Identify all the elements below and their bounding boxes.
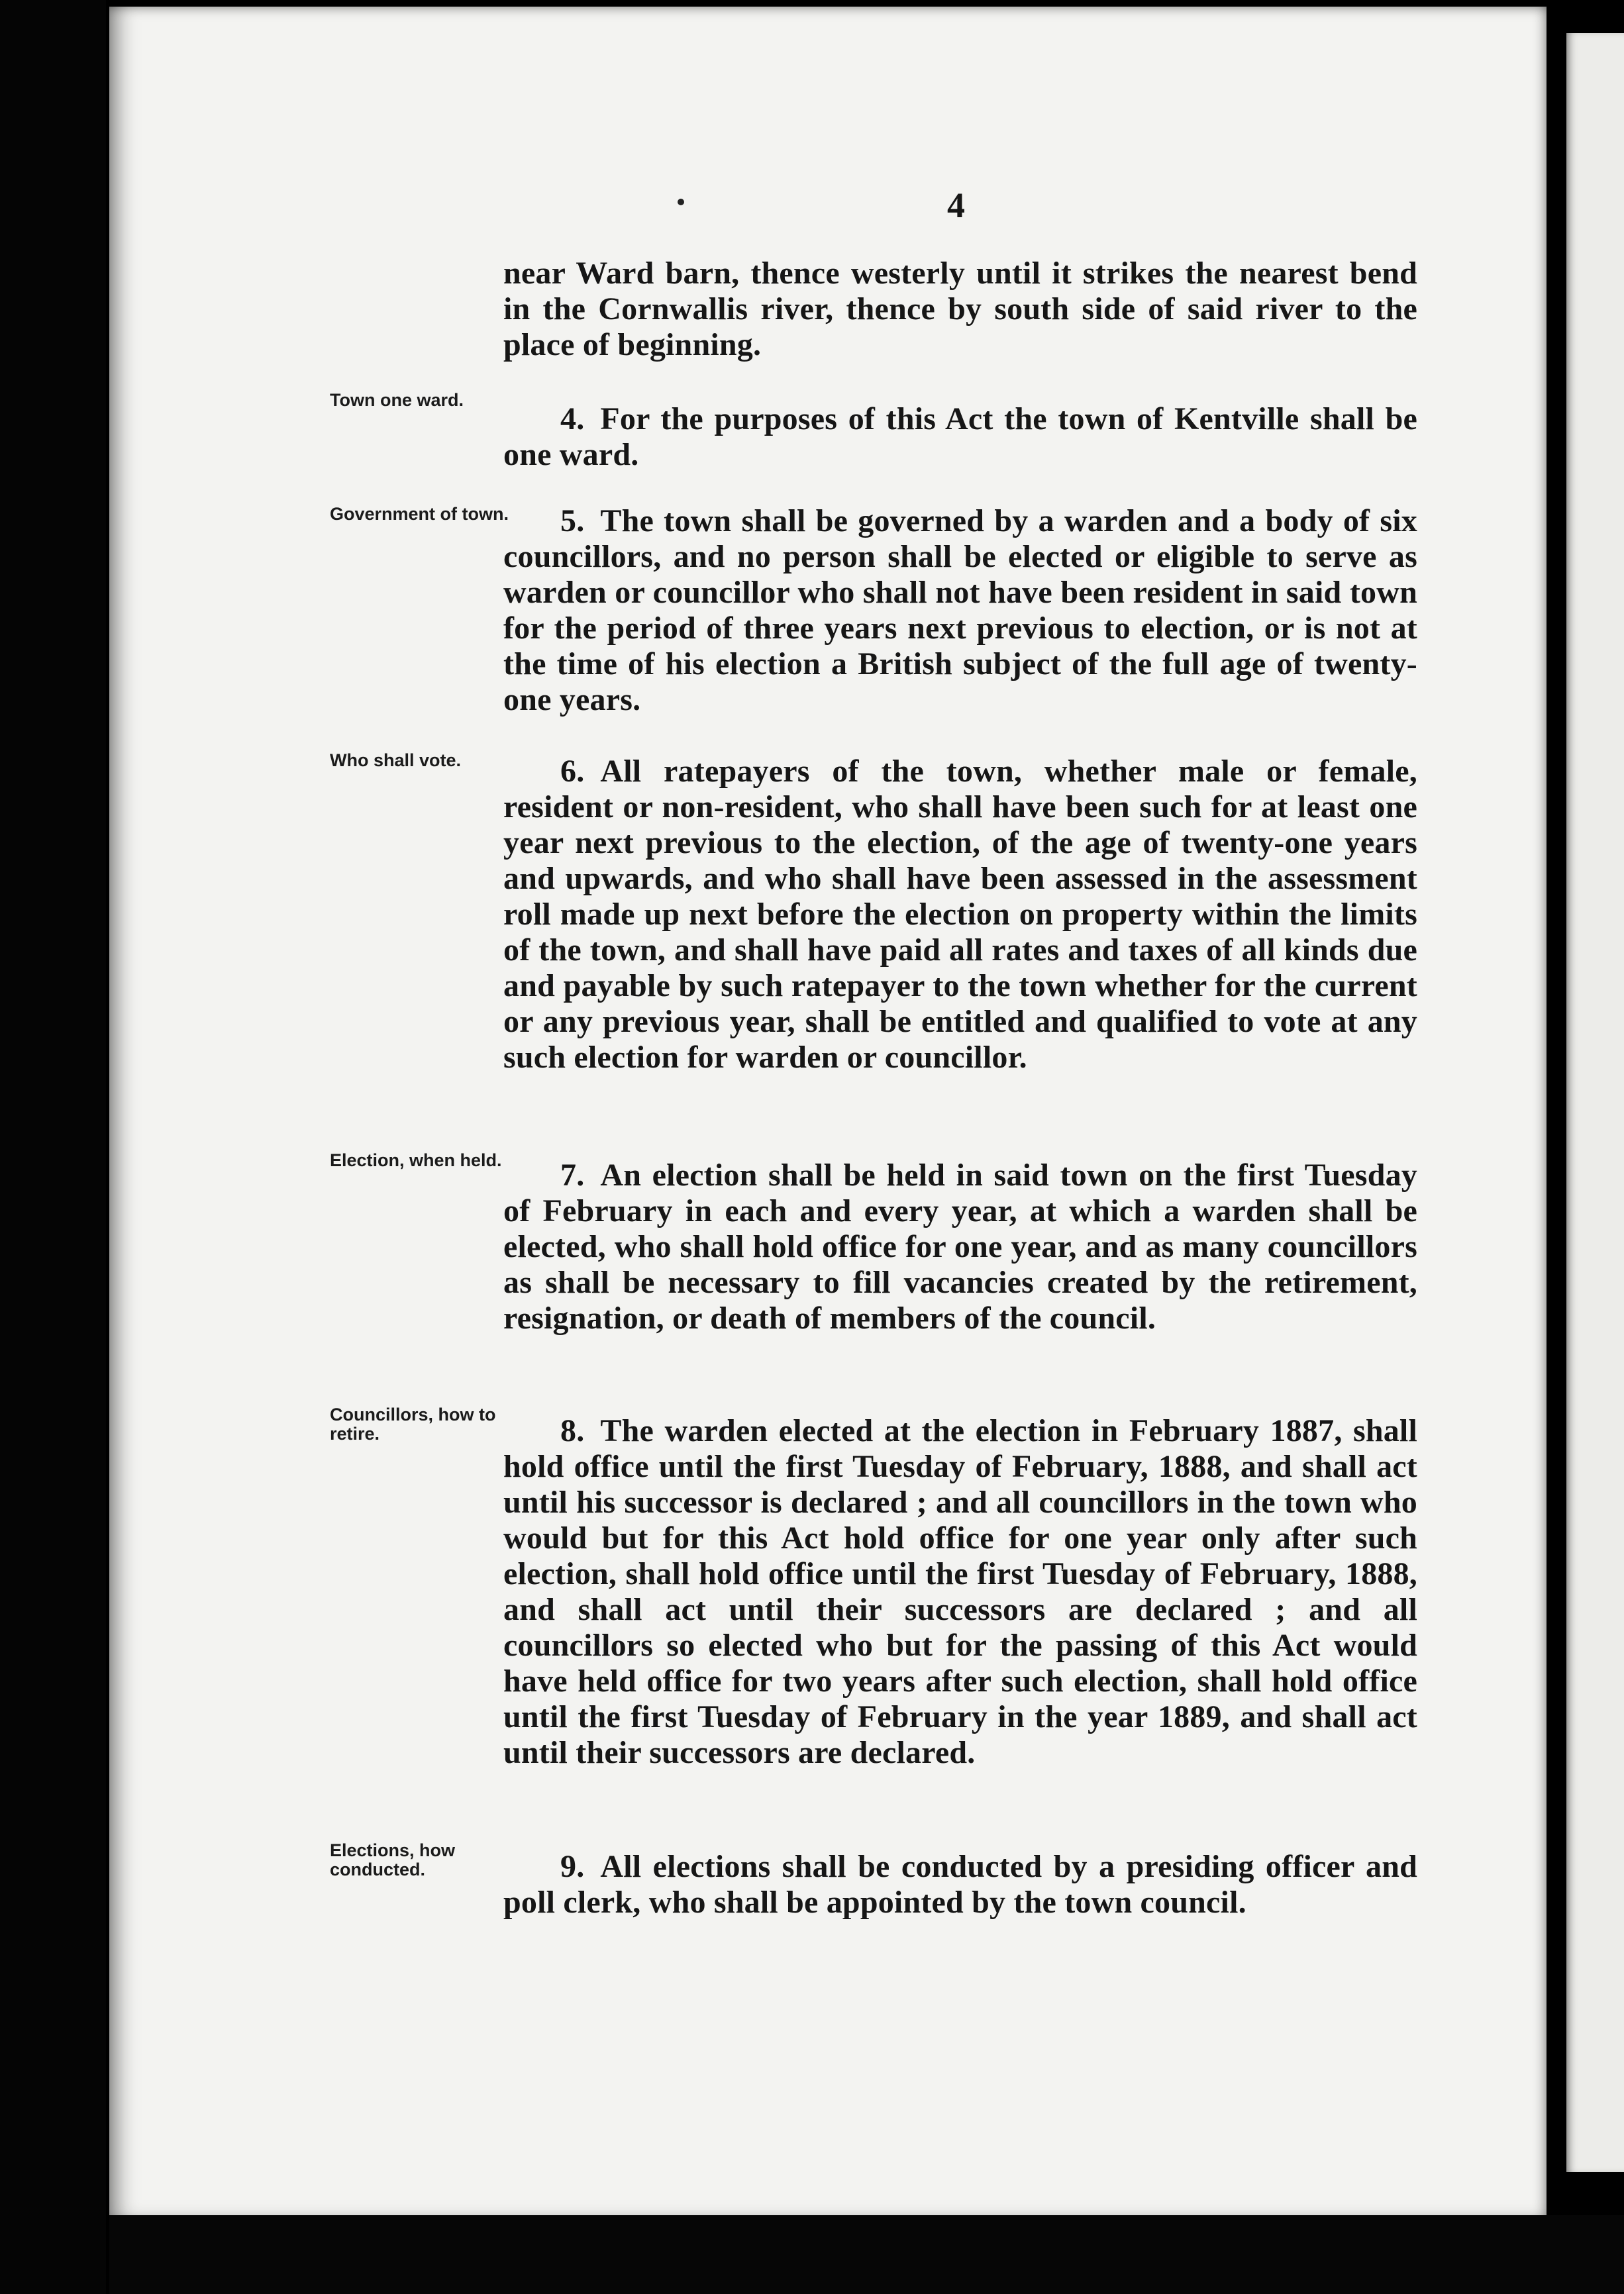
section-text: All ratepayers of the town, whether male or female, resident or non-resident, who shall have been such for at least one year next previous to the election, of the age of twenty-one years and upwards, and who shall have been assessed in the assessment roll made up next before the election on property within the limits of the town, and shall have paid all rates and taxes of all kinds due and payable by such ratepayer to the town whether for the current or any previous year, shall be entitled and qualified to vote at any such election for warden or councillor. xyxy=(503,754,1417,1075)
section-7 xyxy=(503,1158,1417,1336)
section-number: 5. xyxy=(560,503,585,538)
section-4 xyxy=(503,401,1417,473)
section-number: 9. xyxy=(560,1849,585,1884)
section-number: 4. xyxy=(560,401,585,436)
section-5 xyxy=(503,503,1417,718)
page-number: 4 xyxy=(947,185,965,225)
scan-dark-edge-left xyxy=(0,0,106,2294)
section-number: 7. xyxy=(560,1158,585,1193)
margin-note-section-4: Town one ward. xyxy=(330,390,464,410)
margin-note-section-6: Who shall vote. xyxy=(330,750,462,770)
section-9 xyxy=(503,1849,1417,1920)
adjacent-page-edge xyxy=(1566,33,1624,2172)
margin-note-section-5: Government of town. xyxy=(330,504,509,524)
print-dot xyxy=(678,199,684,205)
section-number: 6. xyxy=(560,754,585,789)
margin-note-section-8: Councillors, how to retire. xyxy=(330,1405,496,1444)
scan-dark-edge-bottom xyxy=(109,2215,1624,2294)
margin-note-section-7: Election, when held. xyxy=(330,1150,502,1170)
section-6 xyxy=(503,754,1417,1075)
section-text: An election shall be held in said town on the first Tuesday of February in each and every year, at which a warden shall be elected, who shall hold office for one year, and as many councillors as shall be necessary to fill vacancies created by the retirement, resignation, or death of members of the council. xyxy=(503,1158,1417,1336)
continued-paragraph xyxy=(503,256,1417,363)
paragraph-text: near Ward barn, thence westerly until it strikes the nearest bend in the Cornwallis river, thence by south side of said river to the place of beginning. xyxy=(503,256,1417,362)
section-number: 8. xyxy=(560,1413,585,1448)
section-text: For the purposes of this Act the town of Kentville shall be one ward. xyxy=(503,401,1417,472)
section-text: The warden elected at the election in February 1887, shall hold office until the first Tuesday of February, 1888, and shall act until his successor is declared ; and all councillors in the town who would but for this Act hold office for one year only after such election, shall hold office until the first Tuesday of February, 1888, and shall act until their successors are declared ; and all councillors so elected who but for the passing of this Act would have held office for two years after such election, shall hold office until the first Tuesday of February in the year 1889, and shall act until their successors are declared. xyxy=(503,1413,1417,1770)
section-8 xyxy=(503,1413,1417,1771)
section-text: All elections shall be conducted by a presiding officer and poll clerk, who shall be appointed by the town council. xyxy=(503,1849,1417,1920)
section-text: The town shall be governed by a warden and a body of six councillors, and no person shall be elected or eligible to serve as warden or councillor who shall not have been resident in said town for the period of three years next previous to election, or is not at the time of his election a British subject of the full age of twenty-one years. xyxy=(503,503,1417,717)
margin-note-section-9: Elections, how conducted. xyxy=(330,1840,456,1879)
